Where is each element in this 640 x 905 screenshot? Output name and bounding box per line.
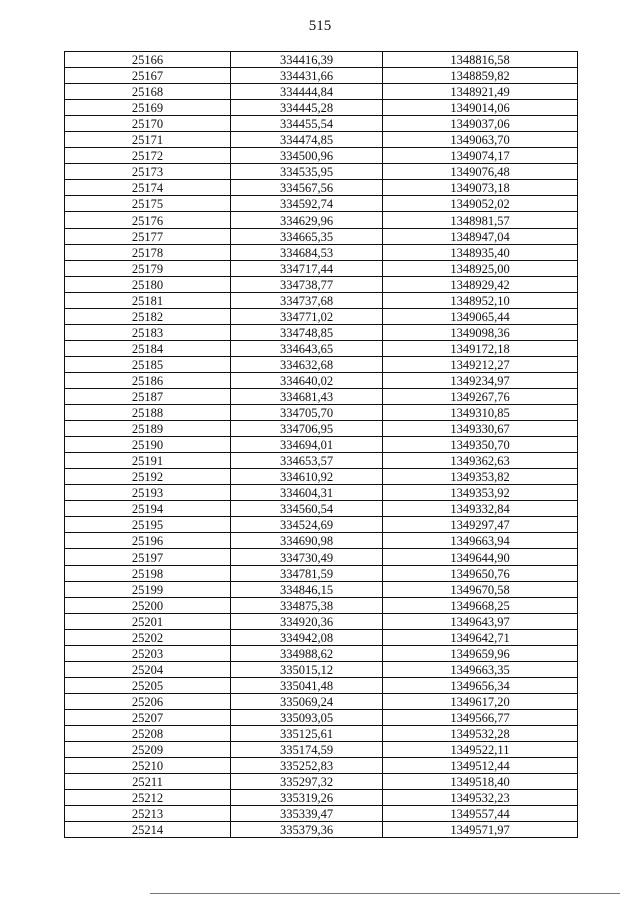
- point-number-cell: 25182: [65, 308, 231, 324]
- point-number-cell: 25199: [65, 581, 231, 597]
- point-number-cell: 25208: [65, 725, 231, 741]
- y-coordinate-cell: 1349332,84: [383, 501, 578, 517]
- table-row: [65, 212, 578, 228]
- y-coordinate-cell: 1348929,42: [383, 276, 578, 292]
- table-row: [65, 533, 578, 549]
- y-coordinate-cell: 1349267,76: [383, 388, 578, 404]
- y-coordinate-cell: 1348816,58: [383, 52, 578, 68]
- y-coordinate-cell: 1348859,82: [383, 68, 578, 84]
- y-coordinate-cell: 1349557,44: [383, 806, 578, 822]
- y-coordinate-cell: 1349353,82: [383, 469, 578, 485]
- y-coordinate-cell: 1349644,90: [383, 549, 578, 565]
- y-coordinate-cell: 1349098,36: [383, 324, 578, 340]
- point-number-cell: 25173: [65, 164, 231, 180]
- y-coordinate-cell: 1349571,97: [383, 822, 578, 838]
- y-coordinate-cell: 1348952,10: [383, 292, 578, 308]
- table-row: [65, 565, 578, 581]
- table-row: [65, 68, 578, 84]
- x-coordinate-cell: 334524,69: [231, 517, 383, 533]
- x-coordinate-cell: 334681,43: [231, 388, 383, 404]
- y-coordinate-cell: 1349518,40: [383, 774, 578, 790]
- table-row: [65, 758, 578, 774]
- x-coordinate-cell: 335174,59: [231, 742, 383, 758]
- x-coordinate-cell: 334738,77: [231, 276, 383, 292]
- table-row: [65, 356, 578, 372]
- table-row: [65, 116, 578, 132]
- point-number-cell: 25175: [65, 196, 231, 212]
- x-coordinate-cell: 334988,62: [231, 645, 383, 661]
- y-coordinate-cell: 1349362,63: [383, 453, 578, 469]
- page-number: 515: [308, 18, 332, 34]
- y-coordinate-cell: 1349512,44: [383, 758, 578, 774]
- y-coordinate-cell: 1349073,18: [383, 180, 578, 196]
- x-coordinate-cell: 334474,85: [231, 132, 383, 148]
- point-number-cell: 25197: [65, 549, 231, 565]
- coordinates-table: [64, 51, 578, 838]
- x-coordinate-cell: 334444,84: [231, 84, 383, 100]
- point-number-cell: 25201: [65, 613, 231, 629]
- table-row: [65, 677, 578, 693]
- x-coordinate-cell: 334640,02: [231, 372, 383, 388]
- table-row: [65, 469, 578, 485]
- x-coordinate-cell: 334942,08: [231, 629, 383, 645]
- table-row: [65, 324, 578, 340]
- x-coordinate-cell: 334431,66: [231, 68, 383, 84]
- point-number-cell: 25214: [65, 822, 231, 838]
- y-coordinate-cell: 1349052,02: [383, 196, 578, 212]
- point-number-cell: 25172: [65, 148, 231, 164]
- table-row: [65, 308, 578, 324]
- y-coordinate-cell: 1349037,06: [383, 116, 578, 132]
- table-row: [65, 613, 578, 629]
- x-coordinate-cell: 334730,49: [231, 549, 383, 565]
- point-number-cell: 25194: [65, 501, 231, 517]
- point-number-cell: 25181: [65, 292, 231, 308]
- table-row: [65, 405, 578, 421]
- point-number-cell: 25206: [65, 693, 231, 709]
- point-number-cell: 25191: [65, 453, 231, 469]
- scan-edge-line: [150, 893, 620, 894]
- point-number-cell: 25213: [65, 806, 231, 822]
- table-row: [65, 629, 578, 645]
- y-coordinate-cell: 1349670,58: [383, 581, 578, 597]
- y-coordinate-cell: 1349172,18: [383, 340, 578, 356]
- y-coordinate-cell: 1349350,70: [383, 437, 578, 453]
- x-coordinate-cell: 334771,02: [231, 308, 383, 324]
- x-coordinate-cell: 334632,68: [231, 356, 383, 372]
- x-coordinate-cell: 334610,92: [231, 469, 383, 485]
- point-number-cell: 25166: [65, 52, 231, 68]
- point-number-cell: 25180: [65, 276, 231, 292]
- table-row: [65, 517, 578, 533]
- x-coordinate-cell: 335319,26: [231, 790, 383, 806]
- x-coordinate-cell: 334875,38: [231, 597, 383, 613]
- table-row: [65, 693, 578, 709]
- x-coordinate-cell: 334416,39: [231, 52, 383, 68]
- table-row: [65, 453, 578, 469]
- x-coordinate-cell: 334629,96: [231, 212, 383, 228]
- point-number-cell: 25192: [65, 469, 231, 485]
- table-row: [65, 725, 578, 741]
- coordinates-table-body: [65, 52, 578, 838]
- point-number-cell: 25185: [65, 356, 231, 372]
- y-coordinate-cell: 1349076,48: [383, 164, 578, 180]
- table-row: [65, 709, 578, 725]
- y-coordinate-cell: 1349617,20: [383, 693, 578, 709]
- y-coordinate-cell: 1349063,70: [383, 132, 578, 148]
- y-coordinate-cell: 1348925,00: [383, 260, 578, 276]
- point-number-cell: 25186: [65, 372, 231, 388]
- x-coordinate-cell: 334604,31: [231, 485, 383, 501]
- table-row: [65, 485, 578, 501]
- point-number-cell: 25202: [65, 629, 231, 645]
- table-row: [65, 661, 578, 677]
- table-row: [65, 549, 578, 565]
- y-coordinate-cell: 1349663,94: [383, 533, 578, 549]
- point-number-cell: 25196: [65, 533, 231, 549]
- y-coordinate-cell: 1349522,11: [383, 742, 578, 758]
- table-row: [65, 597, 578, 613]
- point-number-cell: 25209: [65, 742, 231, 758]
- y-coordinate-cell: 1348947,04: [383, 228, 578, 244]
- point-number-cell: 25189: [65, 421, 231, 437]
- point-number-cell: 25210: [65, 758, 231, 774]
- table-row: [65, 84, 578, 100]
- y-coordinate-cell: 1349212,27: [383, 356, 578, 372]
- table-row: [65, 180, 578, 196]
- point-number-cell: 25184: [65, 340, 231, 356]
- point-number-cell: 25167: [65, 68, 231, 84]
- x-coordinate-cell: 334737,68: [231, 292, 383, 308]
- table-row: [65, 437, 578, 453]
- point-number-cell: 25187: [65, 388, 231, 404]
- point-number-cell: 25188: [65, 405, 231, 421]
- y-coordinate-cell: 1349074,17: [383, 148, 578, 164]
- x-coordinate-cell: 334535,95: [231, 164, 383, 180]
- point-number-cell: 25212: [65, 790, 231, 806]
- point-number-cell: 25195: [65, 517, 231, 533]
- table-row: [65, 164, 578, 180]
- point-number-cell: 25170: [65, 116, 231, 132]
- y-coordinate-cell: 1349065,44: [383, 308, 578, 324]
- x-coordinate-cell: 334665,35: [231, 228, 383, 244]
- point-number-cell: 25205: [65, 677, 231, 693]
- x-coordinate-cell: 334560,54: [231, 501, 383, 517]
- x-coordinate-cell: 334643,65: [231, 340, 383, 356]
- table-row: [65, 372, 578, 388]
- x-coordinate-cell: 334846,15: [231, 581, 383, 597]
- x-coordinate-cell: 334706,95: [231, 421, 383, 437]
- y-coordinate-cell: 1349353,92: [383, 485, 578, 501]
- table-row: [65, 132, 578, 148]
- x-coordinate-cell: 334500,96: [231, 148, 383, 164]
- point-number-cell: 25193: [65, 485, 231, 501]
- x-coordinate-cell: 334920,36: [231, 613, 383, 629]
- table-row: [65, 148, 578, 164]
- y-coordinate-cell: 1349532,28: [383, 725, 578, 741]
- x-coordinate-cell: 335339,47: [231, 806, 383, 822]
- point-number-cell: 25204: [65, 661, 231, 677]
- y-coordinate-cell: 1348981,57: [383, 212, 578, 228]
- x-coordinate-cell: 334592,74: [231, 196, 383, 212]
- y-coordinate-cell: 1348921,49: [383, 84, 578, 100]
- table-row: [65, 790, 578, 806]
- y-coordinate-cell: 1349566,77: [383, 709, 578, 725]
- x-coordinate-cell: 334705,70: [231, 405, 383, 421]
- point-number-cell: 25203: [65, 645, 231, 661]
- table-row: [65, 581, 578, 597]
- table-row: [65, 100, 578, 116]
- table-row: [65, 388, 578, 404]
- table-row: [65, 244, 578, 260]
- x-coordinate-cell: 334748,85: [231, 324, 383, 340]
- y-coordinate-cell: 1349014,06: [383, 100, 578, 116]
- point-number-cell: 25177: [65, 228, 231, 244]
- x-coordinate-cell: 335015,12: [231, 661, 383, 677]
- table-row: [65, 276, 578, 292]
- y-coordinate-cell: 1349643,97: [383, 613, 578, 629]
- y-coordinate-cell: 1349310,85: [383, 405, 578, 421]
- table-row: [65, 742, 578, 758]
- x-coordinate-cell: 334690,98: [231, 533, 383, 549]
- point-number-cell: 25207: [65, 709, 231, 725]
- table-row: [65, 260, 578, 276]
- x-coordinate-cell: 335093,05: [231, 709, 383, 725]
- point-number-cell: 25169: [65, 100, 231, 116]
- y-coordinate-cell: 1349659,96: [383, 645, 578, 661]
- point-number-cell: 25179: [65, 260, 231, 276]
- y-coordinate-cell: 1348935,40: [383, 244, 578, 260]
- table-row: [65, 774, 578, 790]
- x-coordinate-cell: 334445,28: [231, 100, 383, 116]
- x-coordinate-cell: 335069,24: [231, 693, 383, 709]
- table-row: [65, 421, 578, 437]
- point-number-cell: 25174: [65, 180, 231, 196]
- table-row: [65, 196, 578, 212]
- table-row: [65, 340, 578, 356]
- table-row: [65, 52, 578, 68]
- table-row: [65, 645, 578, 661]
- table-row: [65, 501, 578, 517]
- y-coordinate-cell: 1349650,76: [383, 565, 578, 581]
- x-coordinate-cell: 334567,56: [231, 180, 383, 196]
- point-number-cell: 25183: [65, 324, 231, 340]
- point-number-cell: 25176: [65, 212, 231, 228]
- table-row: [65, 822, 578, 838]
- point-number-cell: 25168: [65, 84, 231, 100]
- point-number-cell: 25198: [65, 565, 231, 581]
- x-coordinate-cell: 335252,83: [231, 758, 383, 774]
- point-number-cell: 25190: [65, 437, 231, 453]
- point-number-cell: 25171: [65, 132, 231, 148]
- y-coordinate-cell: 1349234,97: [383, 372, 578, 388]
- y-coordinate-cell: 1349297,47: [383, 517, 578, 533]
- x-coordinate-cell: 334653,57: [231, 453, 383, 469]
- y-coordinate-cell: 1349663,35: [383, 661, 578, 677]
- table-row: [65, 292, 578, 308]
- y-coordinate-cell: 1349532,23: [383, 790, 578, 806]
- x-coordinate-cell: 335297,32: [231, 774, 383, 790]
- x-coordinate-cell: 335379,36: [231, 822, 383, 838]
- y-coordinate-cell: 1349330,67: [383, 421, 578, 437]
- y-coordinate-cell: 1349642,71: [383, 629, 578, 645]
- y-coordinate-cell: 1349656,34: [383, 677, 578, 693]
- table-row: [65, 228, 578, 244]
- x-coordinate-cell: 334781,59: [231, 565, 383, 581]
- point-number-cell: 25178: [65, 244, 231, 260]
- x-coordinate-cell: 334455,54: [231, 116, 383, 132]
- x-coordinate-cell: 334717,44: [231, 260, 383, 276]
- point-number-cell: 25200: [65, 597, 231, 613]
- x-coordinate-cell: 335125,61: [231, 725, 383, 741]
- y-coordinate-cell: 1349668,25: [383, 597, 578, 613]
- table-row: [65, 806, 578, 822]
- x-coordinate-cell: 334684,53: [231, 244, 383, 260]
- x-coordinate-cell: 334694,01: [231, 437, 383, 453]
- x-coordinate-cell: 335041,48: [231, 677, 383, 693]
- point-number-cell: 25211: [65, 774, 231, 790]
